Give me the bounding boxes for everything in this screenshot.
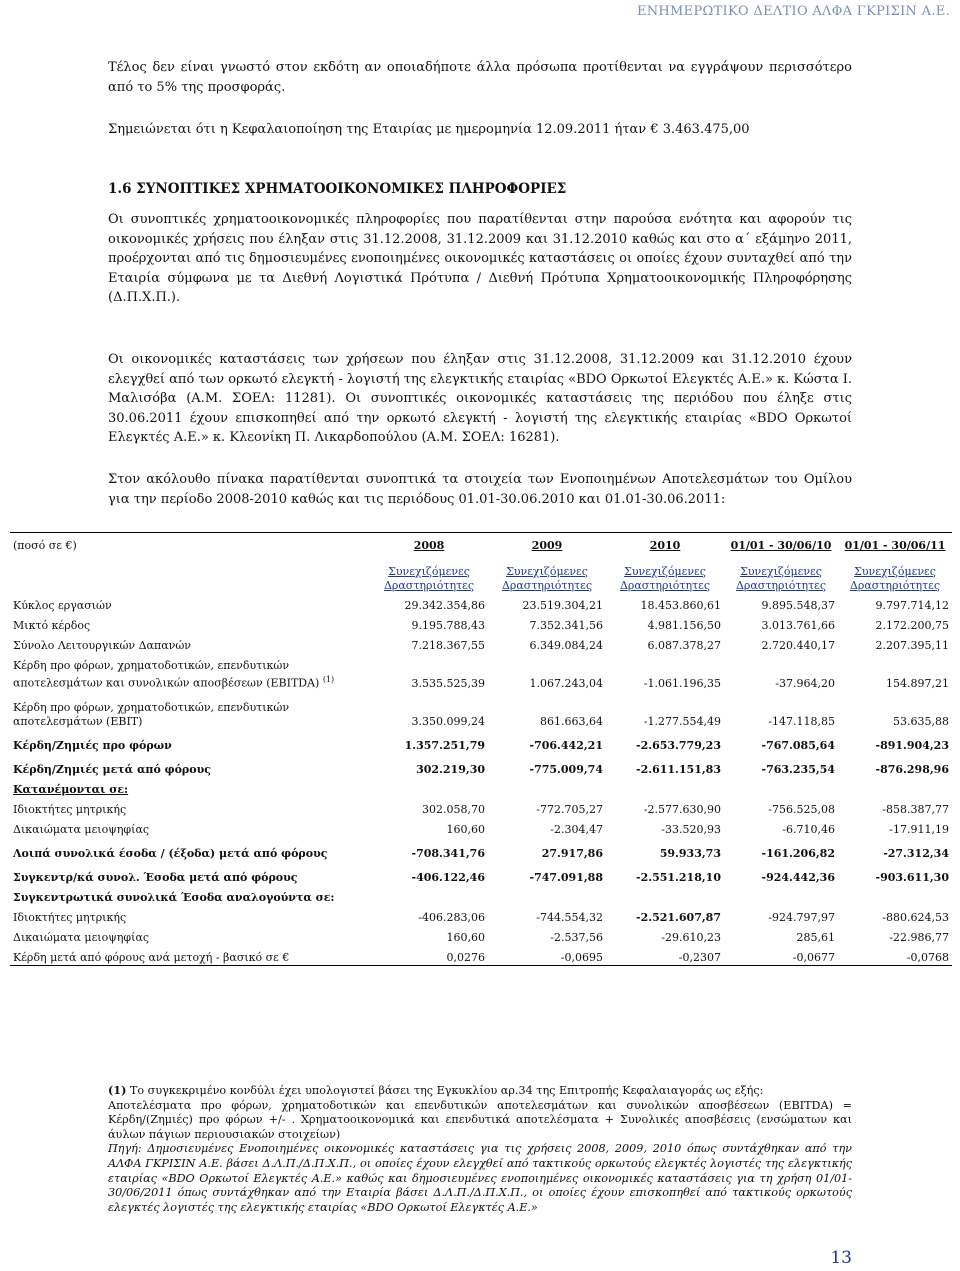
table-header-row	[10, 533, 952, 560]
table-cell: 2.720.440,17	[761, 639, 835, 652]
table-cell: 18.453.860,61	[640, 599, 721, 612]
table-cell: 0,0276	[446, 951, 485, 964]
table-cell: 53.635,88	[893, 715, 949, 728]
table-cell: -880.624,53	[882, 911, 949, 924]
table-row	[10, 797, 952, 817]
table-cell: 23.519.304,21	[522, 599, 603, 612]
table-row	[10, 593, 952, 613]
continuing-operations-label: Συνεχιζόμενες Δραστηριότητες	[619, 565, 711, 592]
table-cell: 285,61	[796, 931, 835, 944]
footnote-2: Αποτελέσματα προ φόρων, χρηματοδοτικών και επενδυτικών αποτελεσμάτων και συνολικών αποσβέσεων (EBITDA) = Κέρδη/(Ζημιές) προ φόρων +/- . Χρηματοοικονομικά και επενδυτικά αποτελέσματα + Συνολικές αποσβέσεις (ενσώματων και άυλων πάγιων περιουσιακών στοιχείων)	[108, 1098, 852, 1141]
table-cell: 3.535.525,39	[411, 677, 485, 690]
table-row	[10, 925, 952, 945]
table-cell: 9.797.714,12	[875, 599, 949, 612]
table-cell: -924.442,36	[761, 871, 835, 884]
table-cell: 59.933,73	[659, 847, 721, 860]
column-header: 2009	[531, 539, 563, 552]
table-cell: 160,60	[446, 931, 485, 944]
paragraph-3: Οι συνοπτικές χρηματοοικονομικές πληροφορίες που παρατίθενται στην παρούσα ενότητα και αφορούν τις οικονομικές χρήσεις που έληξαν στις 31.12.2008, 31.12.2009 και 31.12.2010 καθώς και στο α΄ εξάμηνο 2011, προέρχονται από τις δημοσιευμένες ενοποιημένες οικονομικές καταστάσεις οι οποίες έχουν συνταχθεί από την Εταιρία σύμφωνα με τα Διεθνή Λογιστικά Πρότυπα / Διεθνή Πρότυπα Χρηματοοικονομικής Πληροφόρησης (Δ.Π.Χ.Π.).	[108, 212, 852, 305]
column-header: 01/01 - 30/06/10	[730, 539, 832, 552]
table-cell: -767.085,64	[761, 739, 835, 752]
table-cell: -1.277.554,49	[643, 715, 721, 728]
table-cell: -22.986,77	[889, 931, 949, 944]
table-cell: 6.349.084,24	[529, 639, 603, 652]
continuing-operations-label: Συνεχιζόμενες Δραστηριότητες	[849, 565, 941, 592]
table-row	[10, 753, 952, 777]
table-cell: -891.904,23	[875, 739, 949, 752]
table-row	[10, 691, 952, 729]
table-cell: -0,2307	[678, 951, 721, 964]
table-cell: -2.577.630,90	[643, 803, 721, 816]
row-label: Κέρδη προ φόρων, χρηματοδοτικών, επενδυτικών αποτελεσμάτων και συνολικών αποσβέσεων (EBITDA) $^{(1)}$	[13, 659, 335, 690]
table-cell: -708.341,76	[411, 847, 485, 860]
table-row	[10, 817, 952, 837]
table-cell: -147.118,85	[768, 715, 835, 728]
table-cell: 29.342.354,86	[404, 599, 485, 612]
table-cell: -27.312,34	[883, 847, 949, 860]
table-cell: 1.357.251,79	[404, 739, 485, 752]
table-cell: -406.122,46	[411, 871, 485, 884]
table-cell: 7.352.341,56	[529, 619, 603, 632]
column-header: 01/01 - 30/06/11	[844, 539, 946, 552]
row-label: Δικαιώματα μειοψηφίας	[13, 823, 150, 836]
table-cell: -775.009,74	[529, 763, 603, 776]
table-cell: 6.087.378,27	[647, 639, 721, 652]
row-label: Κέρδη μετά από φόρους ανά μετοχή - βασικό σε €	[13, 951, 290, 964]
paragraph-2: Σημειώνεται ότι η Κεφαλαιοποίηση της Εταιρίας με ημερομηνία 12.09.2011 ήταν € 3.463.475,00	[108, 122, 750, 137]
row-label: Κέρδη/Ζημιές προ φόρων	[13, 739, 172, 752]
table-cell: -33.520,93	[661, 823, 721, 836]
table-cell	[724, 777, 838, 797]
table-cell: 9.895.548,37	[761, 599, 835, 612]
row-label: Κέρδη προ φόρων, χρηματοδοτικών, επενδυτικών αποτελεσμάτων (EBIT)	[13, 701, 290, 728]
row-label: Κύκλος εργασιών	[13, 599, 112, 612]
table-row	[10, 613, 952, 633]
table-cell	[370, 885, 488, 905]
table-row	[10, 633, 952, 653]
table-cell	[606, 885, 724, 905]
table-cell: -6.710,46	[782, 823, 835, 836]
table-cell: -744.554,32	[536, 911, 603, 924]
table-cell: -706.442,21	[529, 739, 603, 752]
table-cell: 154.897,21	[886, 677, 949, 690]
row-label: Ιδιοκτήτες μητρικής	[13, 911, 127, 924]
table-cell: 1.067.243,04	[529, 677, 603, 690]
table-cell	[724, 885, 838, 905]
table-cell: -1.061.196,35	[643, 677, 721, 690]
continuing-operations-label: Συνεχιζόμενες Δραστηριότητες	[501, 565, 593, 592]
table-cell: -2.304,47	[550, 823, 603, 836]
paragraph-5: Στον ακόλουθο πίνακα παρατίθενται συνοπτικά τα στοιχεία των Ενοποιημένων Αποτελεσμάτων του Ομίλου για την περίοδο 2008-2010 καθώς και τις περιόδους 01.01-30.06.2010 και 01.01-30.06.2011:	[108, 472, 852, 507]
footnotes	[108, 1083, 852, 1215]
continuing-operations-label: Συνεχιζόμενες Δραστηριότητες	[383, 565, 475, 592]
table-subheader-row	[10, 559, 952, 593]
row-label: Κέρδη/Ζημιές μετά από φόρους	[13, 763, 211, 776]
table-cell: -876.298,96	[875, 763, 949, 776]
column-header: 2008	[413, 539, 445, 552]
table-row	[10, 653, 952, 691]
table-cell: -2.611.151,83	[636, 763, 721, 776]
footnote-1: (1) Το συγκεκριμένο κονδύλι έχει υπολογιστεί βάσει της Εγκυκλίου αρ.34 της Επιτροπής Κεφαλαιαγοράς ως εξής:	[108, 1083, 764, 1097]
table-cell: -2.521.607,87	[636, 911, 721, 924]
row-label: Μικτό κέρδος	[13, 619, 91, 632]
table-cell: 3.350.099,24	[411, 715, 485, 728]
row-label: Συγκεντρωτικά συνολικά Έσοδα αναλογούντα σε:	[13, 891, 335, 904]
table-cell: 3.013.761,66	[761, 619, 835, 632]
continuing-operations-label: Συνεχιζόμενες Δραστηριότητες	[735, 565, 827, 592]
row-label: Κατανέμονται σε:	[13, 783, 129, 796]
table-cell: 861.663,64	[540, 715, 603, 728]
table-cell: 2.207.395,11	[875, 639, 949, 652]
table-cell: -2.551.218,10	[636, 871, 721, 884]
row-label: Σύνολο Λειτουργικών Δαπανών	[13, 639, 191, 652]
table-row	[10, 777, 952, 797]
unit-label: (ποσό σε €)	[13, 539, 77, 552]
table-cell	[838, 777, 952, 797]
table-row	[10, 837, 952, 861]
table-row	[10, 729, 952, 753]
row-label: Λοιπά συνολικά έσοδα / (έξοδα) μετά από φόρους	[13, 847, 328, 860]
source-note: Πηγή: Δημοσιευμένες Ενοποιημένες οικονομικές καταστάσεις για τις χρήσεις 2008, 2009, 2010 όπως συντάχθηκαν από την ΑΛΦΑ ΓΚΡΙΣΙΝ Α.Ε. βάσει Δ.Λ.Π./Δ.Π.Χ.Π., οι οποίες έχουν ελεγχθεί από τακτικούς ορκωτούς ελεγκτές λογιστές της ελεγκτικής εταιρίας «BDO Ορκωτοί Ελεγκτές Α.Ε.» καθώς και δημοσιευμένες ενοποιημένες οικονομικές καταστάσεις για τη χρήση 01/01- 30/06/2011 όπως συντάχθηκαν από την Εταιρία βάσει Δ.Λ.Π./Δ.Π.Χ.Π., οι οποίες έχουν επισκοπηθεί από τακτικούς ορκωτούς ελεγκτές λογιστές της ελεγκτικής εταιρίας «BDO Ορκωτοί Ελεγκτές Α.Ε.»	[108, 1142, 852, 1214]
paragraph-4: Οι οικονομικές καταστάσεις των χρήσεων που έληξαν στις 31.12.2008, 31.12.2009 και 31.12.2010 έχουν ελεγχθεί από των ορκωτό ελεγκτή - λογιστή της ελεγκτικής εταιρίας «BDO Ορκωτοί Ελεγκτές Α.Ε.» κ. Κώστα Ι. Μαλισόβα (Α.Μ. ΣΟΕΛ: 11281). Οι συνοπτικές οικονομικές καταστάσεις της περιόδου που έληξε στις 30.06.2011 έχουν επισκοπηθεί από την ορκωτό ελεγκτή - λογιστή της ελεγκτικής εταιρίας «BDO Ορκωτοί Ελεγκτές Α.Ε.» κ. Κλεονίκη Π. Λικαρδοπούλου (Α.Μ. ΣΟΕΛ: 16281).	[108, 352, 852, 445]
table-cell: -37.964,20	[775, 677, 835, 690]
table-cell: 302.219,30	[416, 763, 485, 776]
table-cell: 302.058,70	[422, 803, 485, 816]
table-row	[10, 945, 952, 966]
table-cell: 160,60	[446, 823, 485, 836]
row-label: Συγκεντρ/κά συνολ. Έσοδα μετά από φόρους	[13, 871, 298, 884]
table-cell: 2.172.200,75	[875, 619, 949, 632]
table-cell	[606, 777, 724, 797]
table-row	[10, 861, 952, 885]
table-cell: -29.610,23	[661, 931, 721, 944]
table-cell: -858.387,77	[882, 803, 949, 816]
document-header: ΕΝΗΜΕΡΩΤΙΚΟ ΔΕΛΤΙΟ ΑΛΦΑ ΓΚΡΙΣΙΝ Α.Ε.	[636, 4, 950, 19]
row-label: Ιδιοκτήτες μητρικής	[13, 803, 127, 816]
table-cell: 9.195.788,43	[411, 619, 485, 632]
table-cell	[488, 885, 606, 905]
financial-summary-table	[10, 532, 952, 966]
table-cell: -0,0695	[560, 951, 603, 964]
table-cell: 4.981.156,50	[647, 619, 721, 632]
table-cell: -0,0768	[906, 951, 949, 964]
table-cell	[370, 777, 488, 797]
table-cell: -747.091,88	[529, 871, 603, 884]
table-cell	[838, 885, 952, 905]
paragraph-1: Τέλος δεν είναι γνωστό στον εκδότη αν οποιαδήποτε άλλα πρόσωπα προτίθενται να εγγράψουν περισσότερο από το 5% της προσφοράς.	[108, 60, 852, 95]
table-cell	[488, 777, 606, 797]
table-cell: 27.917,86	[541, 847, 603, 860]
column-header: 2010	[649, 539, 681, 552]
table-cell: -2.537,56	[550, 931, 603, 944]
table-cell: -17.911,19	[889, 823, 949, 836]
table-cell: -924.797,97	[768, 911, 835, 924]
table-cell: -161.206,82	[761, 847, 835, 860]
table-cell: 7.218.367,55	[411, 639, 485, 652]
table-cell: -772.705,27	[536, 803, 603, 816]
table-cell: -2.653.779,23	[636, 739, 721, 752]
section-heading: 1.6 ΣΥΝΟΠΤΙΚΕΣ ΧΡΗΜΑΤΟΟΙΚΟΝΟΜΙΚΕΣ ΠΛΗΡΟΦΟΡΙΕΣ	[108, 181, 567, 197]
table-cell: -763.235,54	[761, 763, 835, 776]
table-row	[10, 885, 952, 905]
table-cell: -406.283,06	[418, 911, 485, 924]
table-row	[10, 905, 952, 925]
row-label: Δικαιώματα μειοψηφίας	[13, 931, 150, 944]
table-cell: -0,0677	[792, 951, 835, 964]
table-cell: -756.525,08	[768, 803, 835, 816]
page-number: 13	[830, 1248, 852, 1268]
table-cell: -903.611,30	[875, 871, 949, 884]
